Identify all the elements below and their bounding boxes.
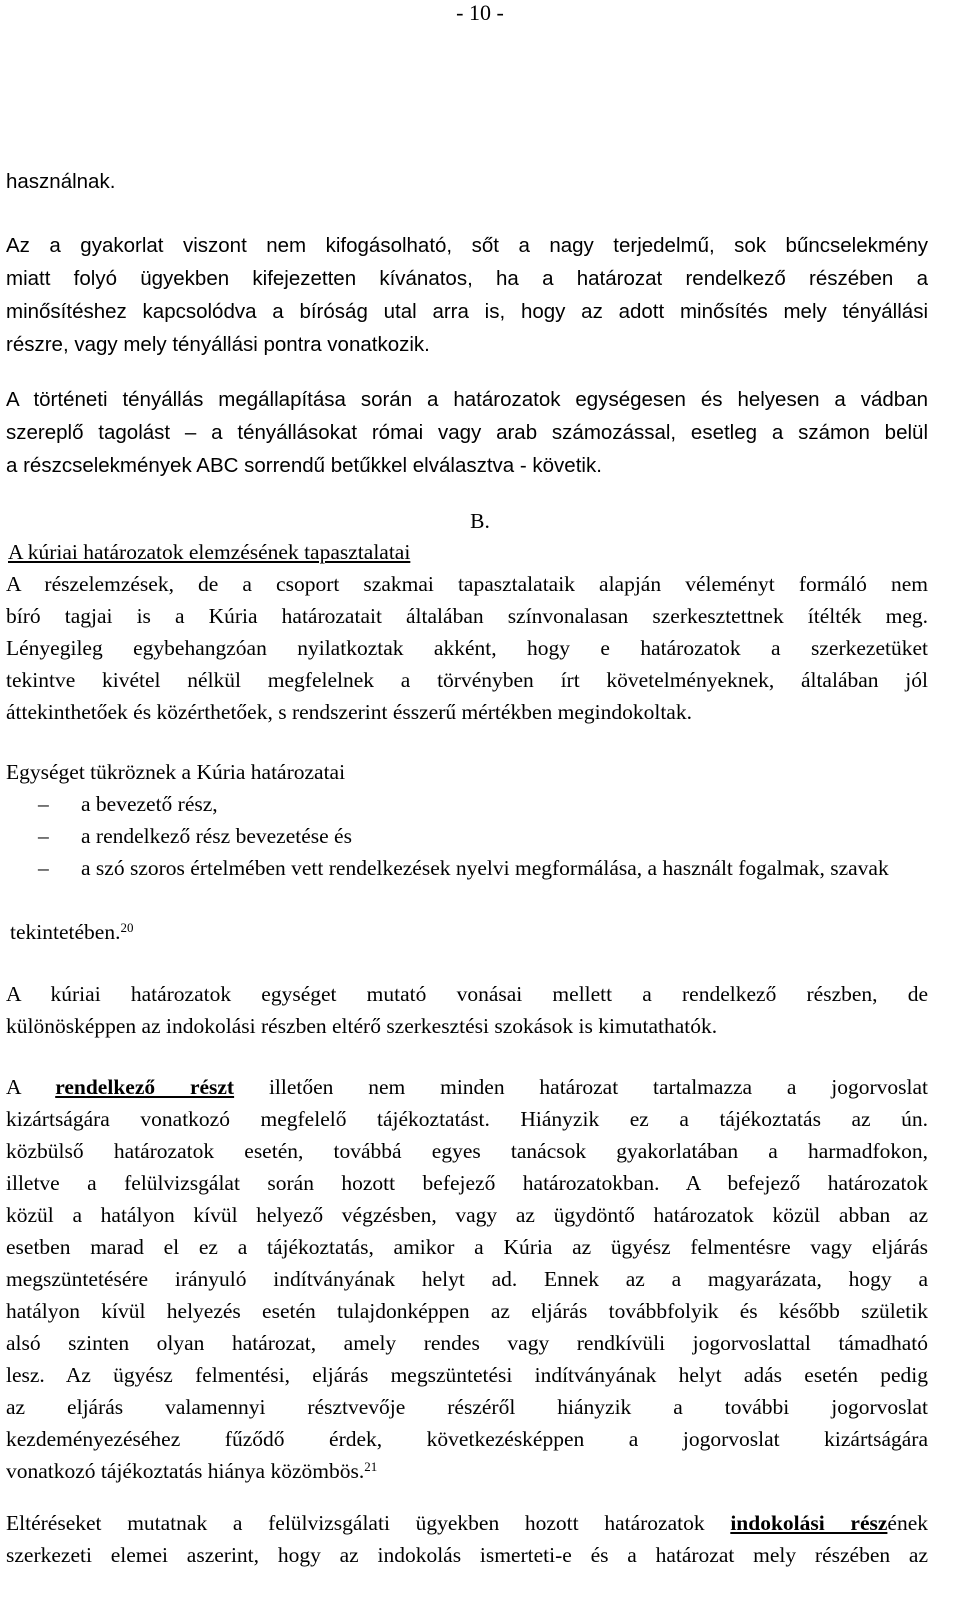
emphasis-indokolasi-resz: indokolási rész bbox=[730, 1511, 888, 1535]
text-line: esetben marad el ez a tájékoztatás, amikor a Kúria az ügyész felmentésre vagy eljárás bbox=[6, 1235, 928, 1259]
list-outro bbox=[10, 916, 932, 948]
list-item-text: a rendelkező rész bevezetése és bbox=[81, 824, 352, 848]
text-fragment: A bbox=[6, 1075, 21, 1099]
text-line: lesz. Az ügyész felmentési, eljárás megszüntetési indítványának helyt adás esetén pedig bbox=[6, 1363, 928, 1387]
text-fragment: Eltéréseket mutatnak a felülvizsgálati ügyekben hozott határozatok bbox=[6, 1511, 705, 1535]
text-line: bíró tagjai is a Kúria határozatait általában színvonalasan szerkesztettnek ítélték meg. bbox=[6, 604, 928, 628]
list-item bbox=[38, 820, 928, 852]
text-line: tekintetében. bbox=[10, 920, 121, 944]
section-heading: A kúriai határozatok elemzésének tapasztalatai bbox=[8, 540, 411, 564]
text-line: kezdeményezéséhez fűződő érdek, következésképpen a jogorvoslat kizártságára bbox=[6, 1427, 928, 1451]
text-line: szereplő tagolást – a tényállásokat római vagy arab számozással, esetleg a számon belül bbox=[6, 421, 928, 444]
section-title bbox=[6, 536, 928, 568]
text-line: Egységet tükröznek a Kúria határozatai bbox=[6, 760, 346, 784]
text-line: A részelemzések, de a csoport szakmai tapasztalataik alapján véleményt formáló nem bbox=[6, 572, 928, 596]
text-line: vonatkozó tájékoztatás hiánya közömbös. bbox=[6, 1459, 365, 1483]
text-line: tekintve kivétel nélkül megfelelnek a törvényben írt követelményeknek, általában jól bbox=[6, 668, 928, 692]
text-line: A kúriai határozatok egységet mutató vonásai mellett a rendelkező részben, de bbox=[6, 982, 928, 1006]
paragraph-3 bbox=[6, 568, 928, 728]
list-item bbox=[38, 788, 928, 820]
paragraph-2 bbox=[6, 383, 928, 482]
list-item-text: a bevezető rész, bbox=[81, 792, 218, 816]
paragraph-7 bbox=[6, 1507, 928, 1571]
emphasis-rendelkezo-reszt: rendelkező részt bbox=[55, 1075, 235, 1099]
text-line: áttekinthetőek és közérthetőek, s rendszerint ésszerű mértékben megindokoltak. bbox=[6, 700, 692, 724]
paragraph-5 bbox=[6, 978, 928, 1042]
text-fragment: ének bbox=[887, 1511, 929, 1535]
list-intro bbox=[6, 756, 928, 788]
text-line: kizártságára vonatkozó megfelelő tájékoztatást. Hiányzik ez a tájékoztatás az ún. bbox=[6, 1107, 928, 1131]
text-line: megszüntetésére irányuló indítványának helyt ad. Ennek az a magyarázata, hogy a bbox=[6, 1267, 928, 1291]
text-line: használnak. bbox=[6, 170, 116, 193]
text-line: alsó szinten olyan határozat, amely rendes vagy rendkívüli jogorvoslattal támadható bbox=[6, 1331, 928, 1355]
footnote-ref-21[interactable]: 21 bbox=[364, 1459, 378, 1474]
text-line: hatályon kívül helyezés esetén tulajdonképpen az eljárás továbbfolyik és később születik bbox=[6, 1299, 928, 1323]
paragraph-1 bbox=[6, 229, 928, 361]
text-line: minősítéshez kapcsolódva a bíróság utal arra is, hogy az adott minősítés mely tényállási bbox=[6, 300, 928, 323]
footnote-ref-20[interactable]: 20 bbox=[120, 920, 134, 935]
text-line: Lényegileg egybehangzóan nyilatkoztak akként, hogy e határozatok a szerkezetüket bbox=[6, 636, 928, 660]
text-line: A történeti tényállás megállapítása során a határozatok egységesen és helyesen a vádban bbox=[6, 388, 928, 411]
text-line: Az a gyakorlat viszont nem kifogásolható, sőt a nagy terjedelmű, sok bűncselekmény bbox=[6, 234, 928, 257]
text-line: az eljárás valamennyi résztvevője részéről hiányzik a további jogorvoslat bbox=[6, 1395, 928, 1419]
list-item bbox=[38, 852, 928, 916]
dash-bullet: – bbox=[38, 856, 49, 880]
text-line: szerkezeti elemei aszerint, hogy az indokolás ismerteti-e és a határozat mely részében az bbox=[6, 1543, 928, 1567]
text-fragment: illetően nem minden határozat tartalmazza a jogorvoslat bbox=[268, 1075, 929, 1099]
text-line: közbülső határozatok esetén, továbbá egyes tanácsok gyakorlatában a harmadfokon, bbox=[6, 1139, 928, 1163]
section-letter: B. bbox=[470, 509, 490, 533]
paragraph-continuation bbox=[6, 165, 928, 198]
dash-bullet: – bbox=[38, 792, 49, 816]
text-line: közül a hatályon kívül helyező végzésben, vagy az ügydöntő határozatok közül abban az bbox=[6, 1203, 928, 1227]
text-line: részre, vagy mely tényállási pontra vonatkozik. bbox=[6, 333, 430, 356]
dash-bullet: – bbox=[38, 824, 49, 848]
text-line: különösképpen az indokolási részben eltérő szerkesztési szokások is kimutathatók. bbox=[6, 1014, 718, 1038]
paragraph-6 bbox=[6, 1071, 928, 1487]
text-line: miatt folyó ügyekben kifejezetten kívánatos, ha a határozat rendelkező részében a bbox=[6, 267, 928, 290]
page-number: - 10 - bbox=[456, 0, 504, 25]
text-line: a részcselekmények ABC sorrendű betűkkel elválasztva - követik. bbox=[6, 454, 602, 477]
list-item-text: a szó szoros értelmében vett rendelkezések nyelvi megformálása, a használt fogalmak, szavak bbox=[81, 856, 889, 880]
text-line: illetve a felülvizsgálat során hozott befejező határozatokban. A befejező határozatok bbox=[6, 1171, 928, 1195]
